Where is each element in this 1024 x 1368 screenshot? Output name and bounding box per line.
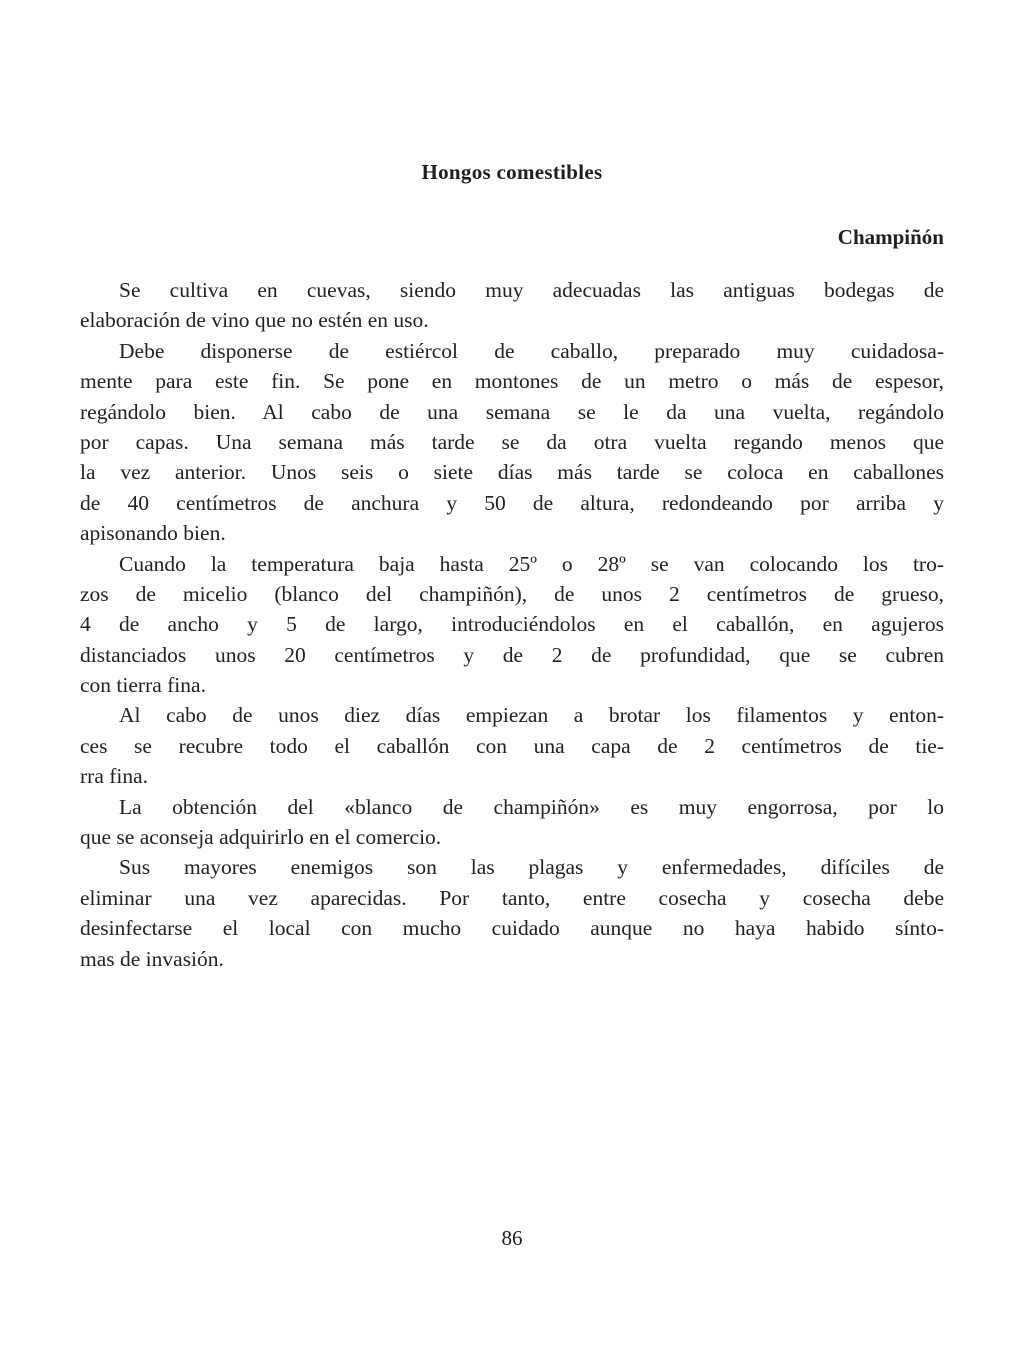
text-line: rra fina.	[80, 764, 149, 789]
page-number: 86	[501, 1226, 523, 1250]
paragraph-2	[80, 336, 944, 549]
text-line: regándolo bien. Al cabo de una semana se le da una vuelta, regándolo	[80, 399, 944, 424]
text-line: elaboración de vino que no estén en uso.	[80, 308, 429, 333]
text-line: zos de micelio (blanco del champiñón), de unos 2 centímetros de grueso,	[80, 581, 944, 606]
paragraph-5	[80, 792, 944, 853]
text-line: Se cultiva en cuevas, siendo muy adecuadas las antiguas bodegas de	[119, 278, 944, 302]
text-line: por capas. Una semana más tarde se da otra vuelta regando menos que	[80, 429, 944, 454]
text-line: distanciados unos 20 centímetros y de 2 de profundidad, que se cubren	[80, 642, 944, 667]
section-title: Champiñón	[837, 225, 944, 249]
paragraph-3	[80, 549, 944, 701]
text-line: apisonando bien.	[80, 521, 226, 546]
text-line: Debe disponerse de estiércol de caballo, preparado muy cuidadosa-	[119, 338, 944, 363]
text-line: eliminar una vez aparecidas. Por tanto, entre cosecha y cosecha debe	[80, 885, 944, 910]
text-line: de 40 centímetros de anchura y 50 de altura, redondeando por arriba y	[80, 490, 944, 515]
text-line: la vez anterior. Unos seis o siete días más tarde se coloca en caballones	[80, 460, 944, 485]
text-line: desinfectarse el local con mucho cuidado aunque no haya habido sínto-	[80, 916, 944, 941]
text-line: con tierra fina.	[80, 673, 206, 698]
text-line: La obtención del «blanco de champiñón» es muy engorrosa, por lo	[119, 794, 944, 819]
paragraph-6	[80, 852, 944, 974]
text-line: Al cabo de unos diez días empiezan a brotar los filamentos y enton-	[119, 703, 944, 728]
paragraph-1	[80, 275, 944, 336]
paragraph-4	[80, 700, 944, 791]
text-line: Cuando la temperatura baja hasta 25º o 28º se van colocando los tro-	[119, 551, 944, 576]
text-line: que se aconseja adquirirlo en el comercio.	[80, 825, 442, 850]
text-line: ces se recubre todo el caballón con una capa de 2 centímetros de tie-	[80, 733, 944, 758]
text-line: mente para este fin. Se pone en montones de un metro o más de espesor,	[80, 369, 944, 394]
body-text	[80, 275, 944, 974]
text-line: mas de invasión.	[80, 946, 224, 971]
text-line: 4 de ancho y 5 de largo, introduciéndolos en el caballón, en agujeros	[80, 612, 944, 637]
text-line: Sus mayores enemigos son las plagas y enfermedades, difíciles de	[119, 855, 944, 880]
chapter-title: Hongos comestibles	[421, 160, 603, 184]
